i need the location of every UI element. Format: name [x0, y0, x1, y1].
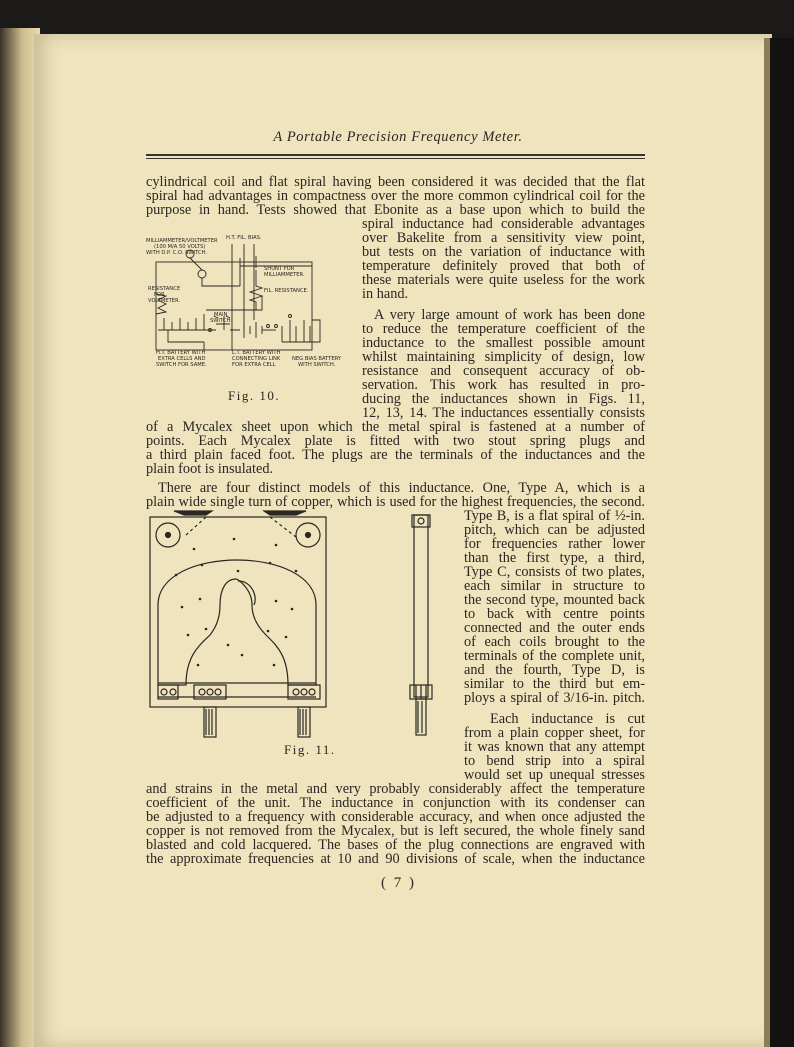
text-line: than the first type, a third, [464, 550, 645, 566]
label-lt-1: L.T. BATTERY WITH [232, 350, 281, 356]
text-line: and strains in the metal and very probably considerably affect the temperature [146, 781, 645, 797]
label-meter-1: MILLIAMMETER/VOLTMETER [146, 238, 218, 244]
label-meter-2: (100 M/A 50 VOLTS) [154, 244, 206, 250]
text-line: Type B, is a flat spiral of ½-in. [464, 508, 645, 524]
label-main-1: MAIN [214, 312, 228, 318]
text-line: points. Each Mycalex plate is fitted with two stout spring plugs and [146, 433, 645, 449]
running-header: A Portable Precision Frequency Meter. [273, 129, 523, 145]
label-main-2: SWITCH. [210, 318, 232, 324]
text-line: blasted and cold lacquered. The bases of the plug connections are engraved with [146, 837, 645, 853]
text-line: purpose in hand. Tests showed that Ebonite as a base upon which to build the [146, 202, 645, 218]
text-line: spiral had advantages in compactness over the more common cylindrical coil for the [146, 188, 645, 204]
text-line: Each inductance is cut [490, 711, 645, 727]
label-ht-2: EXTRA CELLS AND [158, 356, 206, 362]
text-line: There are four distinct models of this inductance. One, Type A, which is a [158, 480, 645, 496]
text-line: to reduce the temperature coefficient of the [362, 321, 645, 337]
text-line: for frequencies rather lower [464, 536, 645, 552]
label-resistance-1: RESISTANCE [148, 286, 181, 292]
text-line: to back with centre points [464, 606, 645, 622]
text-line: 12, 13, 14. The inductances essentially consists [362, 405, 645, 421]
text-line: similar to the third but em- [464, 676, 645, 692]
text-line: the second type, mounted back [464, 592, 645, 608]
text-line: terminals of the complete unit, [464, 648, 645, 664]
figure-10-circuit-diagram [144, 230, 352, 378]
text-line: a third plain faced foot. The plugs are the terminals of the inductances and the [146, 447, 645, 463]
text-line: plain wide single turn of copper, which is used for the highest frequencies, the second. [146, 494, 645, 510]
text-line: pitch, which can be adjusted [464, 522, 645, 538]
text-line: ducing the inductances shown in Figs. 11, [362, 391, 645, 407]
text-line: in hand. [362, 286, 409, 302]
text-line: to bend strip into a spiral [464, 753, 645, 769]
text-line: temperature definitely proved that both of [362, 258, 645, 274]
text-line: of a Mycalex sheet upon which the metal spiral is fastened at a number of [146, 419, 645, 435]
label-resistance-2: FOR [154, 292, 165, 298]
text-line: inductance to the smallest possible amount [362, 335, 645, 351]
page-edge-pages [764, 38, 770, 1047]
header-rule-thick [146, 154, 645, 156]
label-fil: FIL. RESISTANCE. [264, 288, 309, 294]
label-top: H.T. FIL. BIAS. [226, 235, 262, 241]
text-line: resistance and consequent accuracy of ob- [362, 363, 645, 379]
text-line: the approximate frequencies at 10 and 90 divisions of scale, when the inductance [146, 851, 645, 867]
label-ht-1: H.T. BATTERY WITH [156, 350, 206, 356]
figure-11-caption: Fig. 11. [284, 742, 336, 757]
label-shunt-2: MILLIAMMETER. [264, 272, 305, 278]
text-line: and the fourth, Type D, is [464, 662, 645, 678]
text-line: each similar in structure to [464, 578, 645, 594]
text-line: of each coils brought to the [464, 634, 645, 650]
text-line: A very large amount of work has been done [374, 307, 645, 323]
text-line: servation. This work has resulted in pro- [362, 377, 645, 393]
text-line: Type C, consists of two plates, [464, 564, 645, 580]
text-line: it was known that any attempt [464, 739, 645, 755]
label-ht-3: SWITCH FOR SAME. [156, 362, 207, 368]
page-number: ( 7 ) [381, 875, 416, 891]
text-line: whilst maintaining simplicity of design, low [362, 349, 645, 365]
label-shunt-1: SHUNT FOR [264, 266, 295, 272]
header-rule-thin [146, 158, 645, 159]
text-line: connected and the outer ends [464, 620, 645, 636]
figure-11-inductance-drawing [146, 505, 456, 745]
label-lt-2: CONNECTING LINK [232, 356, 281, 362]
text-line: but tests on the variation of inductance with [362, 244, 645, 260]
text-line: these materials were quite useless for the work [362, 272, 645, 288]
label-lt-3: FOR EXTRA CELL [232, 362, 276, 368]
figure-10-caption: Fig. 10. [228, 388, 281, 403]
text-line: would set up unequal stresses [464, 767, 645, 783]
text-line: over Bakelite from a sensitivity view point, [362, 230, 645, 246]
text-line: be adjusted to a frequency with considerable accuracy, and when once adjusted the [146, 809, 645, 825]
text-line: from a plain copper sheet, for [464, 725, 645, 741]
text-line: cylindrical coil and flat spiral having been considered it was decided that the flat [146, 174, 645, 190]
text-line: ploys a spiral of 3/16-in. pitch. [464, 690, 645, 706]
label-meter-3: WITH D.P. C.O. SWITCH. [146, 250, 207, 256]
text-line: coefficient of the unit. The inductance in conjunction with its condenser can [146, 795, 645, 811]
label-neg-1: NEG BIAS BATTERY [292, 356, 342, 362]
text-line: plain foot is insulated. [146, 461, 274, 477]
label-neg-2: WITH SWITCH. [298, 362, 336, 368]
text-line: copper is not removed from the Mycalex, but is left secured, the whole finely sand [146, 823, 645, 839]
label-resistance-3: VOLTMETER. [148, 298, 181, 304]
text-line: spiral inductance had considerable advantages [362, 216, 645, 232]
